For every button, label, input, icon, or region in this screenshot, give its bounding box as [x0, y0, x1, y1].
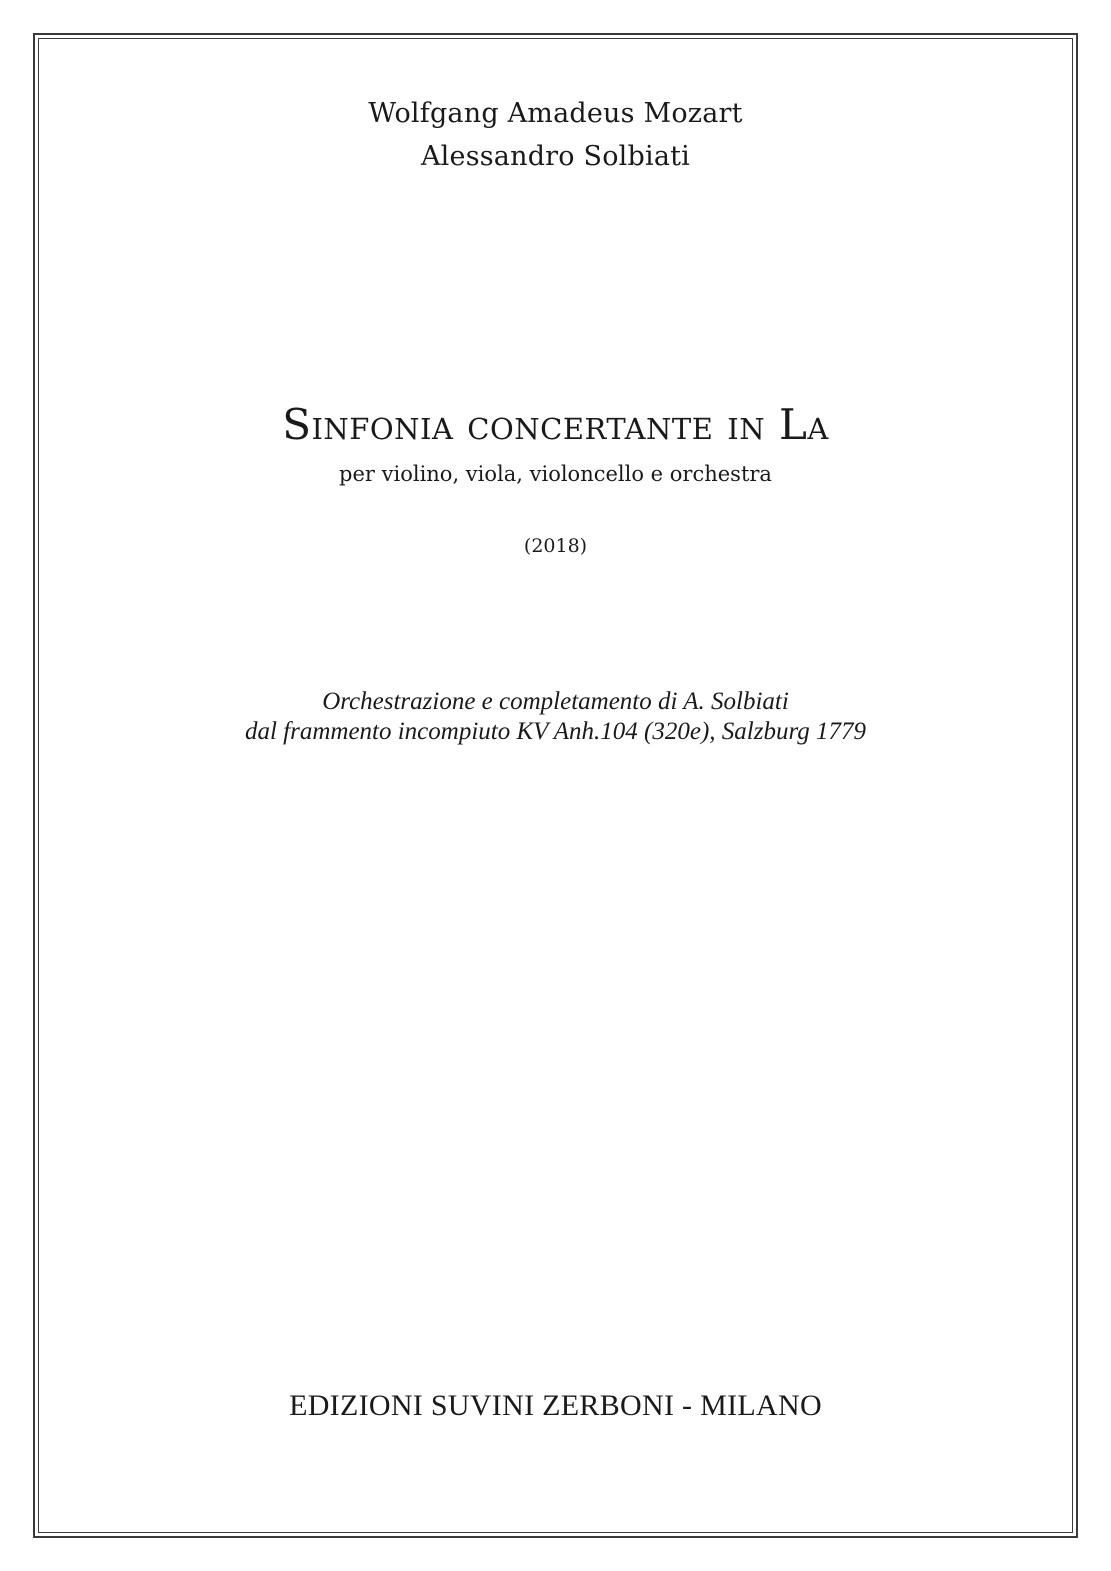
- work-subtitle: per violino, viola, violoncello e orchestra: [339, 462, 772, 486]
- composition-year: (2018): [523, 535, 588, 557]
- fragment-source-note: dal frammento incompiuto KV Anh.104 (320e), Salzburg 1779: [244, 718, 867, 745]
- composer-name-mozart: Wolfgang Amadeus Mozart: [368, 98, 743, 129]
- work-title: Sinfonia concertante in La: [282, 400, 829, 449]
- orchestration-note: Orchestrazione e completamento di A. Solbiati: [322, 688, 789, 715]
- page-border-inner: [38, 38, 1073, 1533]
- page-border: [33, 33, 1078, 1538]
- composer-name-solbiati: Alessandro Solbiati: [420, 141, 691, 172]
- publisher-name: EDIZIONI SUVINI ZERBONI - MILANO: [289, 1389, 822, 1422]
